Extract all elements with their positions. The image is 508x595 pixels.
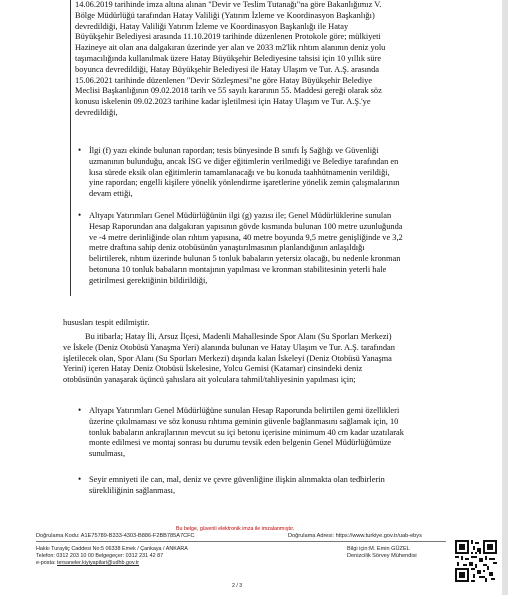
bullet-marker: • (78, 210, 82, 220)
bullet-seyir: Seyir emniyeti ile can, mal, deniz ve çevre güvenliğine ilişkin alınmakta olan tedbirlerin sürekliliğinin sağlanması, (89, 475, 385, 495)
bullet-marker: • (78, 474, 82, 484)
bullet-hesap-raporu: Altyapı Yatırımları Genel Müdürlüğüne sunulan Hesap Raporunda belirtilen gemi özellikleri üzerine çıkılmaması ve söz konusu rıhtıma geminin güvenle bağlanmasını sağlamak için, 10 tonluk babaların ankrajlarının mevcut su içi betonu içerisine minimum 40 cm kadar uzatılarak monte edilmesi ve montaj sonrası bu durumu tevsik eden belgenin Genel Müdürlüğümüze sunulması, (89, 406, 404, 459)
hususlar-line: hususları tespit edilmiştir. (63, 318, 150, 327)
footer-divider (36, 541, 446, 542)
paragraph-bu-itibarla: Bu itibarla; Hatay İli, Arsuz İlçesi, Madenli Mahallesinde Spor Alanı (Su Sporları Merkezi) ve İskele (Deniz Otobüsü Yanaşma Yeri) alanında bulunan ve Hatay Ulaşım ve Tur. A.Ş. tarafından işletilecek olan, Spor Alanı (Su Sporları Merkezi) dışında kalan İskeleyi (Deniz Otobüsü Yanaşma Yerini) içeren Hatay Deniz Otobüsü İskelesine, Yolcu Gemisi (Katamar) cinsindeki deniz otobüsünün yanaşarak üçüncü şahıslara ait yolculara tahmil/tahliyesinin yapılması için; (63, 332, 395, 385)
page-edge (502, 0, 508, 595)
paragraph-devir: 14.06.2019 tarihinde imza altına alınan "Devir ve Teslim Tutanağı"na göre Bakanlığımız V. Bölge Müdürlüğü tarafından Hatay Valiliği (Yatırım İzleme ve Koordinasyon Başkanlığı) devredildiği, Hatay Valiliği Yatırım İzleme ve Koordinasyon Başkanlığı ile Hatay Büyükşehir Belediyesi arasında 11.10.2019 tarihinde düzenlenen Protokole göre; mülkiyeti Hazineye ait olan ana dalgakıran üzerinde yer alan ve 2033 m2'lik rıhtım alanının deniz yolu taşımacılığında kullanılmak üzere Hatay Büyükşehir Belediyesine tahsisi için 10 yıllık süre boyunca devredildiği, Hatay Büyükşehir Belediyesi ile Hatay Ulaşım ve Tur. A.Ş. arasında 15.06.2021 tarihinde düzenlenen "Devir Sözleşmesi"ne göre Hatay Büyükşehir Belediye Meclisi Başkanlığının 09.02.2018 tarih ve 55 sayılı kararının 55. Maddesi gereği olarak söz konusu iskelenin 09.02.2023 tarihine kadar işletilmesi için Hatay Ulaşım ve Tur. A.Ş.'ye devredildiği, (75, 0, 386, 117)
footer-info-title: Denizcilik Sörvey Mühendisi (347, 553, 417, 559)
bullet-isg: İlgi (f) yazı ekinde bulunan rapordan; tesis bünyesinde B sınıfı İş Sağlığı ve Güvenliği uzmanının bulunduğu, ancak İSG ve diğer eğitimlerin verilmediği ve Belediye tarafından en kısa sürede eksik olan eğitimlerin tamamlanacağı ve bu konuda taahhütnamenin verildiği, yine rapordan; engelli kişilere yönelik yönlendirme işaretlerine yönelik zemin çalışmalarının devam ettiği, (89, 146, 400, 199)
bullet-marker: • (78, 145, 82, 155)
verification-code: Doğrulama Kodu: A1E75789-B333-4303-B886-F2BB785A7CFC (36, 533, 195, 539)
email-link[interactable]: tersaneler.kiyiyapilari@udhb.gov.tr (56, 560, 140, 566)
footer-email: e-posta: tersaneler.kiyiyapilari@udhb.gov.tr (36, 560, 140, 566)
qr-code (455, 540, 497, 582)
page-number: 2 / 3 (232, 583, 243, 589)
bullet-altyapi: Altyapı Yatırımları Genel Müdürlüğünün ilgi (g) yazısı ile; Genel Müdürlüklerine sunulan Hesap Raporundan ana dalgakıran yapısının gövde kısmında bulunan 100 metre uzunluğunda ve -4 metre derinliğinde olan rıhtım yapısına, 40 metre boyunda 9,5 metre genişliğinde ve 3,2 metre draftına sahip deniz otobüsünün yanaştırılmasının planlandığının anlaşıldığı belirtilerek, rıhtım üzerinde bulunan 5 tonluk babaların yetersiz olacağı, bu nedenle kronman betonuna 10 tonluk babaların montajının yapılması ve kronman stabilitesinin yeterli hale getirilmesi gerektiğinin bildirildiği, (89, 211, 403, 285)
bullet-marker: • (78, 405, 82, 415)
footer-info-contact: Bilgi için:M. Emin GÜZEL (347, 546, 410, 552)
verification-address: Doğrulama Adresi: https://www.turkiye.gov.tr/uab-ebys (288, 533, 422, 539)
footer-address: Hakkı Turayliç Caddesi No:5 06338 Emek / Çankaya / ANKARA (36, 546, 188, 552)
signature-notice: Bu belge, güvenli elektronik imza ile imzalanmıştır. (176, 526, 295, 532)
footer-phone: Telefon: 0312 203 10 00 Belgegeçer: 0312 231 42 87 (36, 553, 164, 559)
margin-line (70, 0, 71, 296)
